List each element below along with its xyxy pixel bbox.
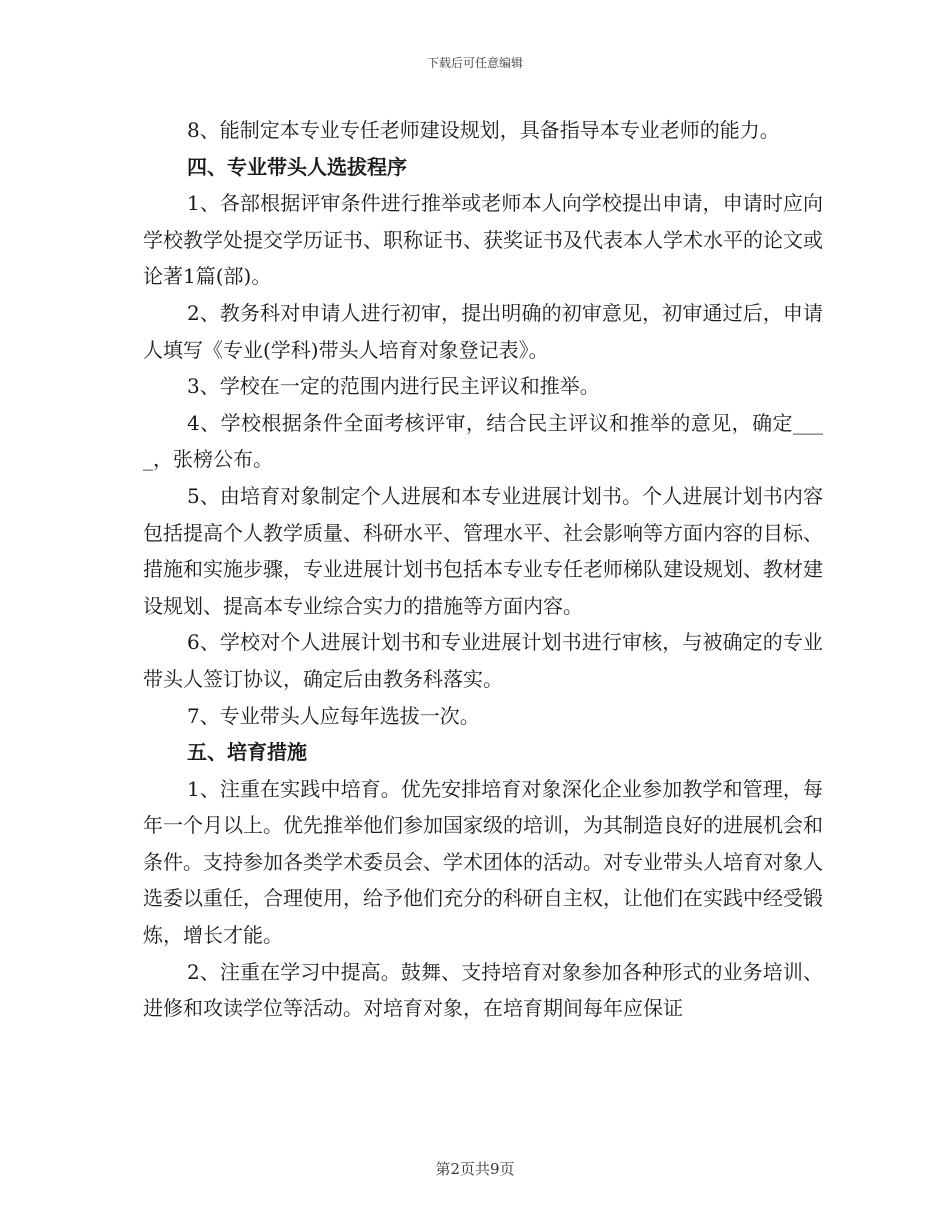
paragraph-item-8: 8、能制定本专业专任老师建设规划，具备指导本专业老师的能力。 bbox=[187, 118, 780, 142]
paragraph-procedure-6: 6、学校对个人进展计划书和专业进展计划书进行审核，与被确定的专业带头人签订协议，确定后由教务科落实。 bbox=[143, 630, 823, 691]
page-number: 第2页共9页 bbox=[435, 1160, 515, 1178]
paragraph-measure-1: 1、注重在实践中培育。优先安排培育对象深化企业参加教学和管理，每年一个月以上。优先推举他们参加国家级的培训，为其制造良好的进展机会和条件。支持参加各类学术委员会、学术团体的活动。对专业带头人培育对象人选委以重任，合理使用，给予他们充分的科研自主权，让他们在实践中经受锻炼，增长才能。 bbox=[143, 776, 823, 948]
page-header: 下载后可任意编辑 bbox=[426, 56, 523, 70]
paragraph-procedure-4: 4、学校根据条件全面考核评审，结合民主评议和推举的意见，确定____，张榜公布。 bbox=[143, 410, 823, 472]
paragraph-procedure-2: 2、教务科对申请人进行初审，提出明确的初审意见，初审通过后，申请人填写《专业(学科)带头人培育对象登记表》。 bbox=[143, 300, 823, 362]
paragraph-measure-2: 2、注重在学习中提高。鼓舞、支持培育对象参加各种形式的业务培训、进修和攻读学位等活动。对培育对象，在培育期间每年应保证 bbox=[143, 959, 823, 1021]
section-heading-training-measures: 五、培育措施 bbox=[187, 740, 307, 765]
paragraph-procedure-5: 5、由培育对象制定个人进展和本专业进展计划书。个人进展计划书内容包括提高个人教学质量、科研水平、管理水平、社会影响等方面内容的目标、措施和实施步骤，专业进展计划书包括本专业专任老师梯队建设规划、教材建设规划、提高本专业综合实力的措施等方面内容。 bbox=[143, 483, 823, 618]
section-heading-selection-procedure: 四、专业带头人选拔程序 bbox=[187, 154, 407, 179]
document-body bbox=[143, 112, 823, 1027]
paragraph-procedure-3: 3、学校在一定的范围内进行民主评议和推举。 bbox=[187, 374, 600, 399]
paragraph-procedure-1: 1、各部根据评审条件进行推举或老师本人向学校提出申请，申请时应向学校教学处提交学历证书、职称证书、获奖证书及代表本人学术水平的论文或论著1篇(部)。 bbox=[143, 191, 823, 289]
paragraph-procedure-7: 7、专业带头人应每年选拔一次。 bbox=[187, 703, 480, 728]
